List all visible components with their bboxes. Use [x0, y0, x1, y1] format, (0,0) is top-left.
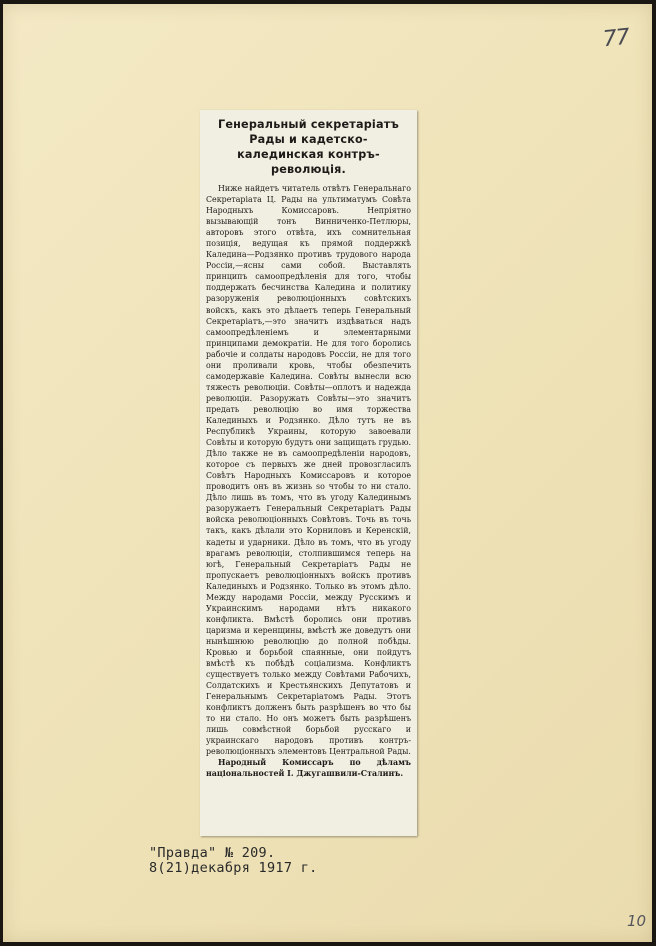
clipping-signature: Народный Комиссаръ по дѣламъ національностей І. Джугашвили-Сталинъ. [206, 758, 411, 779]
clipping-body [206, 183, 411, 780]
folio-number-top: 77 [601, 24, 631, 53]
source-caption [149, 846, 318, 876]
clipping-headline: Генеральный секретаріатъ Рады и кадетско-калединская контръ-революція. [218, 118, 399, 176]
archive-sheet [3, 4, 652, 942]
folio-number-bottom: 10 [627, 912, 647, 930]
newspaper-clipping [200, 110, 417, 836]
source-newspaper: "Правда" № 209. [149, 845, 276, 861]
clipping-paragraph: Ниже найдетъ читатель отвѣтъ Генеральнаго Секретаріата Ц. Рады на ультиматумъ Совѣта Народныхъ Комиссаровъ. Непріятно вызывающій тонъ Винниченко-Петлюры, авторовъ этого отвѣта, ихъ сомнительная позиція, ведущая къ прямой поддержкѣ Каледина—Родзянко противъ трудового народа Россіи,—ясны сами собой. Выставлять принципъ самоопредѣленія для того, чтобы поддержать бесчинства Каледина и политику разоруженія революціонныхъ совѣтскихъ войскъ, какъ это дѣлаетъ теперь Генеральный Секретаріатъ,—это значитъ издѣваться надъ самоопредѣленіемъ и элементарными принципами демократіи. Не для того боролись рабочіе и солдаты народовъ Россіи, не для того они проливали кровь, чтобы обезпечить самодержавіе Каледина. Совѣты вынесли всю тяжесть революціи. Совѣты—оплотъ и надежда революціи. Разоружать Совѣты—это значитъ предать революцію во имя торжества Калединыхъ и Родзянко. Дѣло тутъ не въ Республикѣ Украины, которую завоевали Совѣты и которую будутъ они защищать грудью. Дѣло также не въ самоопредѣленіи народовъ, которое съ первыхъ же дней провозгласилъ Совѣтъ Народныхъ Комиссаровъ и которое проводитъ онъ въ жизнь so чтобы то ни стало. Дѣло лишь въ томъ, что въ угоду Калединымъ разоружаетъ Генеральный Секретаріатъ Рады войска революціонныхъ Совѣтовъ. Точь въ точь такъ, какъ дѣлали это Корниловъ и Керенскій, кадеты и ударники. Дѣло въ томъ, что въ угоду врагамъ революціи, столпившимся теперь на югѣ, Генеральный Секретаріатъ Рады не пропускаетъ революціонныхъ войскъ противъ Калединыхъ и Родзянко. Только въ этомъ дѣло. Между народами Россіи, между Русскимъ и Украинскимъ народами нѣтъ никакого конфликта. Вмѣстѣ боролись они противъ царизма и керенщины, вмѣстѣ же доведутъ они нынѣшнюю революцію до полной побѣды. Кровью и борьбой спаянные, они пойдутъ вмѣстѣ къ побѣдѣ соціализма. Конфликтъ существуетъ только между Совѣтами Рабочихъ, Солдатскихъ и Крестьянскихъ Депутатовъ и Генеральнымъ Секретаріатомъ Рады. Этотъ конфликтъ долженъ быть разрѣшенъ во что бы то ни стало. Но онъ можетъ быть разрѣшенъ лишь совмѣстной борьбой русскаго и украинскаго народовъ противъ контръ-революціонныхъ элементовъ Центральной Рады. [206, 184, 411, 757]
source-date: 8(21)декабря 1917 г. [149, 860, 318, 876]
